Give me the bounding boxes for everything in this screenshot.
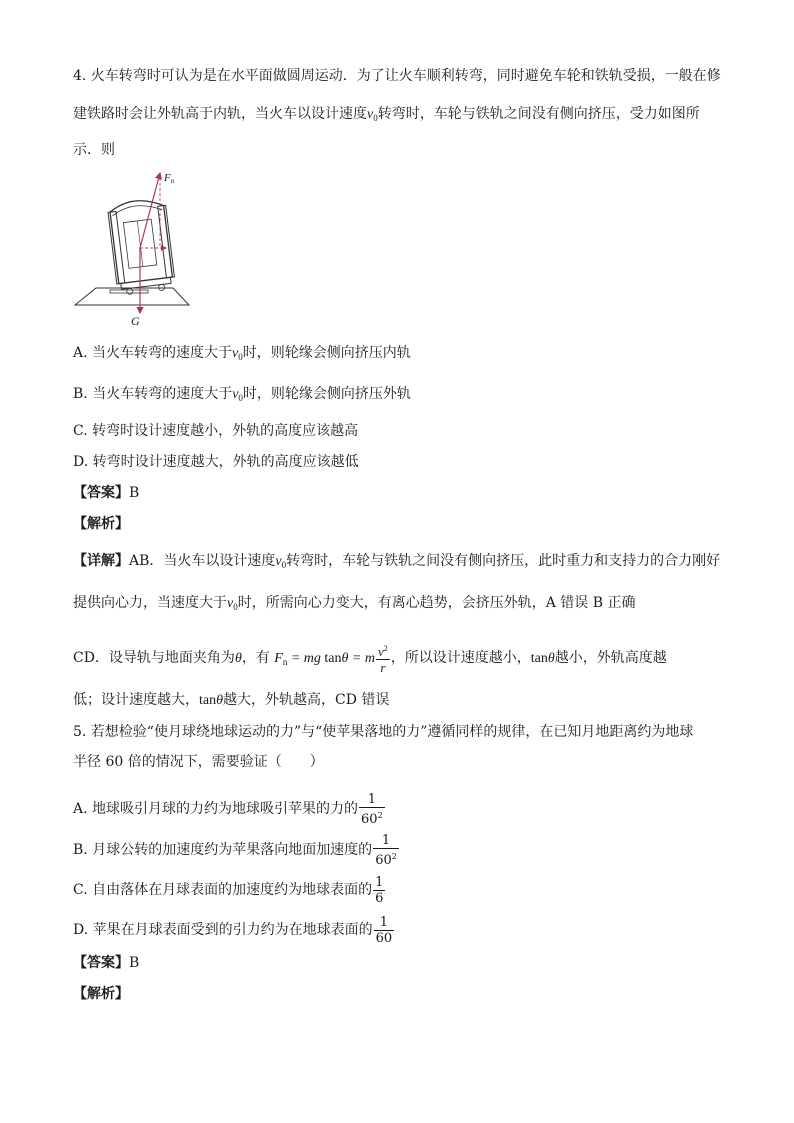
q5-option-c: C. 自由落体在月球表面的加速度约为地球表面的 $\frac{1}{6}$: [73, 874, 384, 906]
q4-option-c: C. 转弯时设计速度越小，外轨的高度应该越高: [73, 423, 359, 439]
q5-analysis-tag: 【解析】: [73, 986, 129, 1002]
q4-option-d: D. 转弯时设计速度越大，外轨的高度应该越低: [73, 454, 359, 470]
q4-option-b: B. 当火车转弯的速度大于$v_0$时，则轮缘会侧向挤压外轨: [73, 386, 411, 403]
q5-stem-line1: 5. 若想检验“使月球绕地球运动的力”与“使苹果落地的力”遵循同样的规律，在已知月地距离约为地球: [73, 724, 694, 740]
train-body: [107, 197, 176, 295]
q5-answer: [73, 953, 139, 973]
q4-stem-line2-part1: 建铁路时会让外轨高于内轨，当火车以设计速度: [73, 106, 367, 122]
tan-theta: tanθ: [530, 651, 555, 666]
answer-value: B: [129, 955, 140, 971]
q4-detail-line2: 提供向心力，当速度大于$v_0$时，所需向心力变大，有离心趋势，会挤压外轨，A 错误 B 正确: [73, 595, 636, 612]
q4-stem-line2: [73, 104, 700, 128]
q4-stem-line3: 示．则: [73, 142, 115, 158]
q4-stem-line1: 4. 火车转弯时可认为是在水平面做圆周运动．为了让火车顺利转弯，同时避免车轮和铁轨受损，一般在修: [73, 68, 721, 84]
q4-option-a: A. 当火车转弯的速度大于$v_0$时，则轮缘会侧向挤压内轨: [73, 345, 411, 362]
q4-stem-line2-part2: 转弯时，车轮与铁轨之间没有侧向挤压，受力如图所: [377, 106, 700, 122]
ground-slope: [75, 288, 189, 305]
v0-symbol: $v_0$: [275, 554, 287, 570]
label-fn: Fn: [164, 172, 175, 185]
q4-analysis-tag: 【解析】: [73, 516, 129, 532]
train-diagram-svg: [68, 163, 198, 328]
tan-theta: tanθ: [199, 693, 223, 708]
theta-symbol: θ: [234, 651, 242, 666]
q5-option-b: B. 月球公转的加速度约为苹果落向地面加速度的 $\frac{1}{60^2}$: [73, 832, 397, 868]
answer-tag: 【答案】: [73, 485, 129, 501]
fraction-1-over-60-squared: $\frac{1}{60^2}$: [361, 791, 383, 827]
q4-detail-line1: 【详解】AB．当火车以设计速度$v_0$转弯时，车轮与铁轨之间没有侧向挤压，此时重力和支持力的合力刚好: [73, 553, 721, 570]
v0-symbol: $v_0$: [232, 346, 243, 362]
q5-option-a: A. 地球吸引月球的力约为地球吸引苹果的力的 $\frac{1}{60^2}$: [73, 791, 383, 827]
fraction-v2-over-r: $\frac{v^2}{r}$: [376, 641, 390, 675]
detail-tag: 【详解】: [73, 553, 129, 569]
answer-tag: 【答案】: [73, 955, 129, 971]
q5-option-d: D. 苹果在月球表面受到的引力约为在地球表面的 $\frac{1}{60}$: [73, 914, 393, 946]
answer-value: B: [129, 485, 140, 501]
v0-symbol: $v_0$: [232, 387, 243, 403]
v0-symbol: $v_0$: [367, 107, 378, 123]
train-force-diagram: [68, 163, 198, 328]
q4-answer: [73, 483, 139, 503]
rail: [110, 290, 148, 293]
normal-force-arrow: [140, 173, 160, 248]
label-g: G: [131, 314, 140, 328]
formula-fn: $F_n$ = mg tanθ = m: [274, 651, 375, 667]
v0-symbol: $v_0$: [227, 596, 238, 612]
q4-detail-line3: CD．设导轨与地面夹角为θ，有 $F_n$ = mg tanθ = m $\frac{v^2}{r}$ ，所以设计速度越小，tanθ越小，外轨高度越: [73, 641, 667, 675]
q4-detail-line4: 低；设计速度越大，tanθ越大，外轨越高，CD 错误: [73, 692, 390, 708]
fraction-1-over-6: $\frac{1}{6}$: [375, 874, 384, 906]
fraction-1-over-60-squared: $\frac{1}{60^2}$: [375, 832, 397, 868]
q5-stem-line2: 半径 60 倍的情况下，需要验证（ ）: [73, 754, 324, 770]
fraction-1-over-60: $\frac{1}{60}$: [375, 914, 393, 946]
